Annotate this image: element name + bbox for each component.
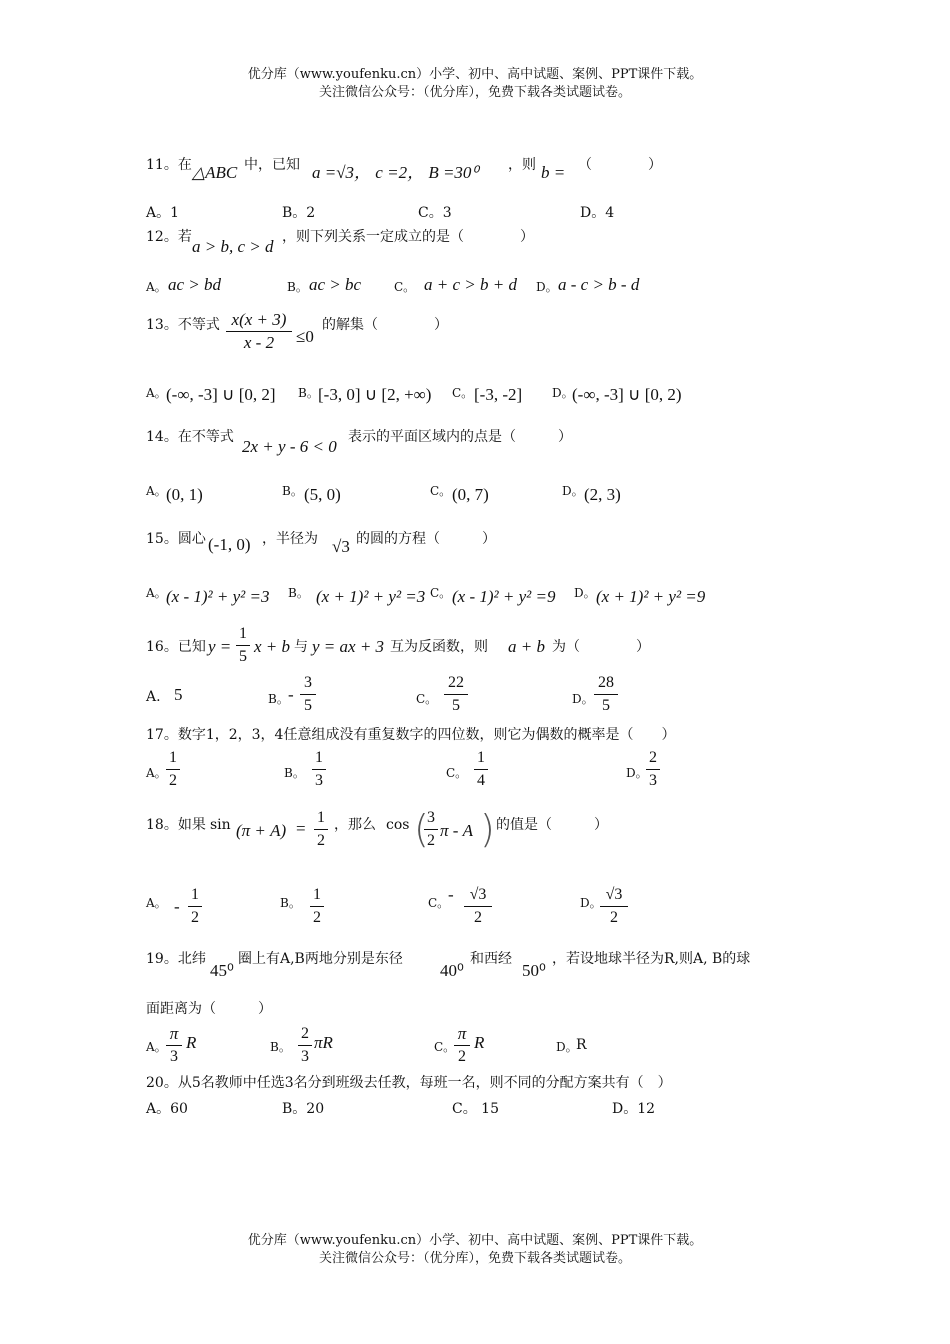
q19-label-a: A。 bbox=[146, 1040, 167, 1054]
q12-text: ，则下列关系一定成立的是（ ） bbox=[282, 229, 534, 245]
q18-option-d-numerator: √3 bbox=[605, 886, 623, 903]
q13-option-d: (-∞, -3] ∪ [0, 2) bbox=[572, 385, 682, 404]
q12-number: 12。若 bbox=[146, 229, 192, 245]
q17-label-a: A。 bbox=[146, 766, 167, 780]
q20-option-b: B。20 bbox=[282, 1101, 325, 1117]
q16-label-c: C。 bbox=[416, 692, 438, 706]
q16-text: 与 bbox=[294, 639, 308, 655]
q17-option-a bbox=[166, 748, 180, 791]
q17-option-b-numerator: 1 bbox=[315, 749, 323, 766]
q12-condition: a > b, c > d bbox=[192, 237, 274, 256]
q18-option-d-denominator: 2 bbox=[610, 909, 618, 926]
q17-option-d bbox=[646, 748, 660, 791]
q16-option-d bbox=[594, 673, 618, 716]
q18-equals: = bbox=[296, 819, 306, 838]
q19-text-3: ，若设地球半径为R,则A, B的球 bbox=[552, 951, 751, 967]
q18-option-c-sign: - bbox=[448, 885, 454, 904]
q13-relation: ≤0 bbox=[296, 327, 314, 346]
q19-option-b bbox=[298, 1024, 312, 1067]
q18-text-2: 的值是（ ） bbox=[496, 817, 608, 833]
q17-label-c: C。 bbox=[446, 766, 468, 780]
q18-label-b: B。 bbox=[280, 896, 301, 910]
q16-text-3: 为（ ） bbox=[552, 639, 650, 655]
q16-label-b: B。 bbox=[268, 692, 289, 706]
q15-label-c: C。 bbox=[430, 586, 452, 600]
q15-option-b: (x + 1)² + y² =3 bbox=[316, 587, 426, 606]
q19-longitude-2: 50⁰ bbox=[522, 961, 546, 980]
q19-option-c bbox=[454, 1024, 470, 1067]
q18-fraction-numerator: 1 bbox=[317, 809, 325, 826]
q15-option-d: (x + 1)² + y² =9 bbox=[596, 587, 706, 606]
q11-text: 中，已知 bbox=[244, 157, 300, 173]
q19-option-b-r: πR bbox=[314, 1033, 333, 1052]
q14-label-a: A。 bbox=[146, 484, 167, 498]
q14-label-b: B。 bbox=[282, 484, 303, 498]
q12-label-c: C。 bbox=[394, 280, 416, 294]
q12-label-d: D。 bbox=[536, 280, 558, 294]
q18-fraction bbox=[314, 808, 328, 851]
q18-cos-fraction bbox=[424, 808, 438, 851]
q12-label-a: A。 bbox=[146, 280, 167, 294]
q11-option-b: B。2 bbox=[282, 205, 316, 221]
q19-number: 19。北纬 bbox=[146, 951, 206, 967]
q16-y2: y = ax + 3 bbox=[312, 637, 385, 656]
q18-cos-rest: π - A bbox=[440, 821, 474, 840]
q13-label-b: B。 bbox=[298, 386, 319, 400]
q19-option-a-denominator: 3 bbox=[170, 1048, 178, 1065]
q17-option-a-numerator: 1 bbox=[169, 749, 177, 766]
q18-option-a-numerator: 1 bbox=[191, 886, 199, 903]
q17-option-b-denominator: 3 bbox=[315, 772, 323, 789]
q13-fraction-numerator: x(x + 3) bbox=[231, 310, 287, 329]
q19-option-a bbox=[166, 1024, 182, 1067]
q13-number: 13。不等式 bbox=[146, 317, 220, 333]
q14-option-b: (5, 0) bbox=[304, 485, 341, 504]
q18-left-paren: ( bbox=[414, 807, 429, 851]
q19-option-c-r: R bbox=[474, 1033, 485, 1052]
q15-radius: √3 bbox=[332, 537, 350, 556]
q18-cos-fraction-denominator: 2 bbox=[427, 832, 435, 849]
footer-line-2: 关注微信公众号：（优分库），免费下载各类试题试卷。 bbox=[318, 1251, 631, 1266]
q17-option-d-numerator: 2 bbox=[649, 749, 657, 766]
q16-y1-lhs: y = bbox=[208, 637, 232, 656]
q20-option-c: C。 15 bbox=[452, 1101, 499, 1117]
q18-right-paren: ) bbox=[480, 807, 495, 851]
q11-text-2: ，则 bbox=[508, 157, 536, 173]
q12-label-b: B。 bbox=[287, 280, 308, 294]
q19-label-c: C。 bbox=[434, 1040, 456, 1054]
q18-option-b bbox=[310, 885, 324, 928]
q14-number: 14。在不等式 bbox=[146, 429, 234, 445]
q18-label-a: A。 bbox=[146, 896, 167, 910]
q16-option-b-denominator: 5 bbox=[304, 697, 312, 714]
q19-option-a-r: R bbox=[186, 1033, 197, 1052]
q16-y1-rhs: x + b bbox=[254, 637, 291, 656]
q13-fraction-denominator: x - 2 bbox=[243, 333, 275, 352]
q13-option-c: [-3, -2] bbox=[474, 385, 523, 404]
q18-option-c-denominator: 2 bbox=[474, 909, 482, 926]
q16-fraction-numerator: 1 bbox=[239, 625, 247, 642]
q15-label-d: D。 bbox=[574, 586, 596, 600]
q16-option-c-numerator: 22 bbox=[448, 674, 464, 691]
q17-option-c-numerator: 1 bbox=[477, 749, 485, 766]
q16-option-b-numerator: 3 bbox=[304, 674, 312, 691]
q19-label-d: D。 bbox=[556, 1040, 578, 1054]
q13-option-a: (-∞, -3] ∪ [0, 2] bbox=[166, 385, 276, 404]
q19-option-c-numerator: π bbox=[457, 1024, 467, 1043]
q16-fraction bbox=[236, 624, 250, 667]
q12-option-d: a - c > b - d bbox=[558, 275, 640, 294]
q11-paren: （ ） bbox=[578, 157, 662, 173]
q18-label-d: D。 bbox=[580, 896, 602, 910]
q16-label-d: D。 bbox=[572, 692, 594, 706]
q20-option-d: D。12 bbox=[612, 1101, 656, 1117]
q19-text: 圈上有A,B两地分别是东径 bbox=[238, 951, 403, 967]
q15-label-a: A。 bbox=[146, 586, 167, 600]
q16-fraction-denominator: 5 bbox=[239, 648, 247, 665]
q15-text-2: 的圆的方程（ ） bbox=[356, 531, 496, 547]
q15-option-a: (x - 1)² + y² =3 bbox=[166, 587, 270, 606]
q18-option-c bbox=[464, 885, 492, 928]
q18-argument: (π + A) bbox=[236, 821, 287, 840]
q14-text: 表示的平面区域内的点是（ ） bbox=[348, 429, 572, 445]
q18-option-d bbox=[600, 885, 628, 928]
q18-option-a-denominator: 2 bbox=[191, 909, 199, 926]
q16-option-b bbox=[300, 673, 316, 716]
q18-number: 18。如果 bbox=[146, 817, 206, 833]
q16-option-c bbox=[444, 673, 468, 716]
q11-conditions: a =√3， c =2， B =30⁰ bbox=[312, 163, 479, 182]
q12-option-b: ac > bc bbox=[309, 275, 362, 294]
q18-fraction-denominator: 2 bbox=[317, 832, 325, 849]
q14-option-c: (0, 7) bbox=[452, 485, 489, 504]
q17-label-d: D。 bbox=[626, 766, 648, 780]
q18-option-b-denominator: 2 bbox=[313, 909, 321, 926]
q13-fraction bbox=[226, 310, 292, 353]
header-line-1: 优分库（www.youfenku.cn）小学、初中、高中试题、案例、PPT课件下载。 bbox=[247, 67, 703, 82]
q19-option-c-denominator: 2 bbox=[458, 1048, 466, 1065]
q19-option-a-numerator: π bbox=[169, 1024, 179, 1043]
q12-option-a: ac > bd bbox=[168, 275, 222, 294]
q16-option-c-denominator: 5 bbox=[452, 697, 460, 714]
q17-option-b bbox=[312, 748, 326, 791]
q14-option-d: (2, 3) bbox=[584, 485, 621, 504]
q16-option-d-numerator: 28 bbox=[598, 674, 614, 691]
q19-longitude-1: 40⁰ bbox=[440, 961, 464, 980]
q15-center: (-1, 0) bbox=[208, 535, 251, 554]
q19-option-d: R bbox=[576, 1037, 587, 1053]
q16-option-a: 5 bbox=[174, 685, 183, 704]
q18-cos-fraction-numerator: 3 bbox=[427, 809, 435, 826]
q16-label-a: A. bbox=[146, 689, 161, 705]
header-line-2: 关注微信公众号：（优分库），免费下载各类试题试卷。 bbox=[318, 85, 631, 100]
q11-option-a: A。1 bbox=[146, 205, 180, 221]
q20-option-a: A。60 bbox=[146, 1101, 188, 1117]
q19-option-b-denominator: 3 bbox=[301, 1048, 309, 1065]
q14-label-d: D。 bbox=[562, 484, 584, 498]
q17-option-d-denominator: 3 bbox=[649, 772, 657, 789]
q11-number: 11。在 bbox=[146, 157, 192, 173]
q11-option-c: C。3 bbox=[418, 205, 452, 221]
q13-label-c: C。 bbox=[452, 386, 474, 400]
q18-label-c: C。 bbox=[428, 896, 450, 910]
q15-option-c: (x - 1)² + y² =9 bbox=[452, 587, 556, 606]
q16-option-d-denominator: 5 bbox=[602, 697, 610, 714]
q11-option-d: D。4 bbox=[580, 205, 615, 221]
q16-ask: a + b bbox=[508, 637, 545, 656]
footer-line-1: 优分库（www.youfenku.cn）小学、初中、高中试题、案例、PPT课件下载。 bbox=[247, 1233, 703, 1248]
q15-label-b: B。 bbox=[288, 586, 309, 600]
q13-text: 的解集（ ） bbox=[322, 317, 448, 333]
q15-text: ，半径为 bbox=[262, 531, 318, 547]
q18-sin: sin bbox=[210, 817, 231, 833]
q16-text-2: 互为反函数，则 bbox=[390, 639, 488, 655]
q16-option-b-sign: - bbox=[288, 685, 294, 704]
q17-label-b: B。 bbox=[284, 766, 305, 780]
q14-label-c: C。 bbox=[430, 484, 452, 498]
q17-option-c bbox=[474, 748, 488, 791]
q18-option-a-sign: - bbox=[174, 897, 180, 916]
q18-option-b-numerator: 1 bbox=[313, 886, 321, 903]
q17-option-c-denominator: 4 bbox=[477, 772, 485, 789]
q12-option-c: a + c > b + d bbox=[424, 275, 517, 294]
q17-text: 17。数字1，2，3，4任意组成没有重复数字的四位数，则它为偶数的概率是（ ） bbox=[146, 727, 676, 743]
q19-latitude: 45⁰ bbox=[210, 961, 234, 980]
q13-label-d: D。 bbox=[552, 386, 574, 400]
q20-text: 20。从5名教师中任选3名分到班级去任教，每班一名，则不同的分配方案共有（ ） bbox=[146, 1075, 672, 1091]
q13-option-b: [-3, 0] ∪ [2, +∞) bbox=[318, 385, 432, 404]
q19-option-b-numerator: 2 bbox=[301, 1025, 309, 1042]
q17-option-a-denominator: 2 bbox=[169, 772, 177, 789]
q18-option-a bbox=[188, 885, 202, 928]
q18-cos: cos bbox=[386, 817, 410, 833]
q15-number: 15。圆心 bbox=[146, 531, 206, 547]
q13-label-a: A。 bbox=[146, 386, 167, 400]
q16-number: 16。已知 bbox=[146, 639, 206, 655]
q19-text-4: 面距离为（ ） bbox=[146, 1001, 272, 1017]
q18-text: ，那么 bbox=[334, 817, 376, 833]
q14-inequality: 2x + y - 6 < 0 bbox=[242, 437, 337, 456]
q19-label-b: B。 bbox=[270, 1040, 291, 1054]
q11-triangle: △ABC bbox=[192, 163, 238, 182]
q19-text-2: 和西经 bbox=[470, 951, 512, 967]
q18-option-c-numerator: √3 bbox=[469, 886, 487, 903]
q11-ask: b = bbox=[541, 163, 566, 182]
q14-option-a: (0, 1) bbox=[166, 485, 203, 504]
